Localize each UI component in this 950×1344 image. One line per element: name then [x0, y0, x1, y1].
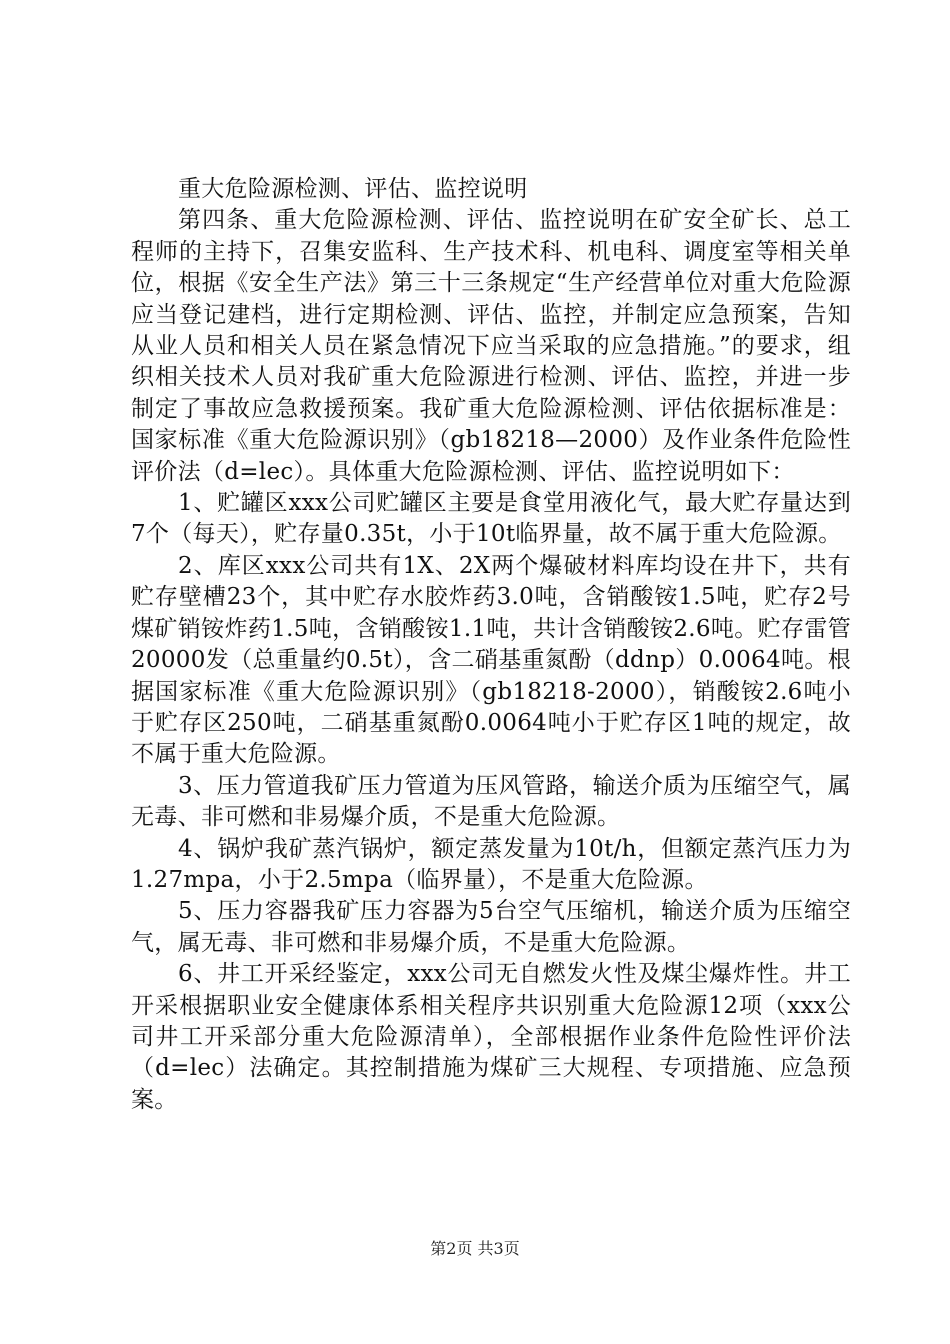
paragraph-item-6-underground-mining: 6、井工开采经鉴定，xxx公司无自燃发火性及煤尘爆炸性。井工开采根据职业安全健康体系相关程序共识别重大危险源12项（xxx公司井工开采部分重大危险源清单），全部根据作业条件危险性评价法（d=lec）法确定。其控制措施为煤矿三大规程、专项措施、应急预案。 [131, 961, 851, 1113]
page-number-footer: 第2页 共3页 [430, 1239, 520, 1258]
paragraph-item-3-pressure-pipeline: 3、压力管道我矿压力管道为压风管路，输送介质为压缩空气，属无毒、非可燃和非易爆介质，不是重大危险源。 [131, 772, 851, 831]
document-body [131, 174, 851, 1116]
document-title: 重大危险源检测、评估、监控说明 [178, 176, 528, 202]
paragraph-item-4-boiler: 4、锅炉我矿蒸汽锅炉，额定蒸发量为10t/h，但额定蒸汽压力为1.27mpa，小于2.5mpa（临界量），不是重大危险源。 [131, 835, 851, 893]
paragraph-item-5-pressure-vessel: 5、压力容器我矿压力容器为5台空气压缩机，输送介质为压缩空气，属无毒、非可燃和非易爆介质，不是重大危险源。 [131, 898, 851, 956]
paragraph-item-2-warehouse: 2、库区xxx公司共有1X、2X两个爆破材料库均设在井下，共有贮存壁槽23个，其中贮存水胶炸药3.0吨，含销酸铵1.5吨，贮存2号煤矿销铵炸药1.5吨，含销酸铵1.1吨，共计含销酸铵2.6吨。贮存雷管20000发（总重量约0.5t），含二硝基重氮酚（ddnp）0.0064吨。根据国家标准《重大危险源识别》（gb18218-2000），销酸铵2.6吨小于贮存区250吨，二硝基重氮酚0.0064吨小于贮存区1吨的规定，故不属于重大危险源。 [131, 552, 851, 768]
paragraph-article-4: 第四条、重大危险源检测、评估、监控说明在矿安全矿长、总工程师的主持下，召集安监科、生产技术科、机电科、调度室等相关单位，根据《安全生产法》第三十三条规定“生产经营单位对重大危险源应当登记建档，进行定期检测、评估、监控，并制定应急预案，告知从业人员和相关人员在紧急情况下应当采取的应急措施。”的要求，组织相关技术人员对我矿重大危险源进行检测、评估、监控，并进一步制定了事故应急救援预案。我矿重大危险源检测、评估依据标准是：国家标准《重大危险源识别》（gb18218—2000）及作业条件危险性评价法（d=lec）。具体重大危险源检测、评估、监控说明如下： [131, 207, 851, 485]
paragraph-item-1-storage-tank: 1、贮罐区xxx公司贮罐区主要是食堂用液化气，最大贮存量达到7个（每天），贮存量0.35t，小于10t临界量，故不属于重大危险源。 [131, 490, 851, 548]
